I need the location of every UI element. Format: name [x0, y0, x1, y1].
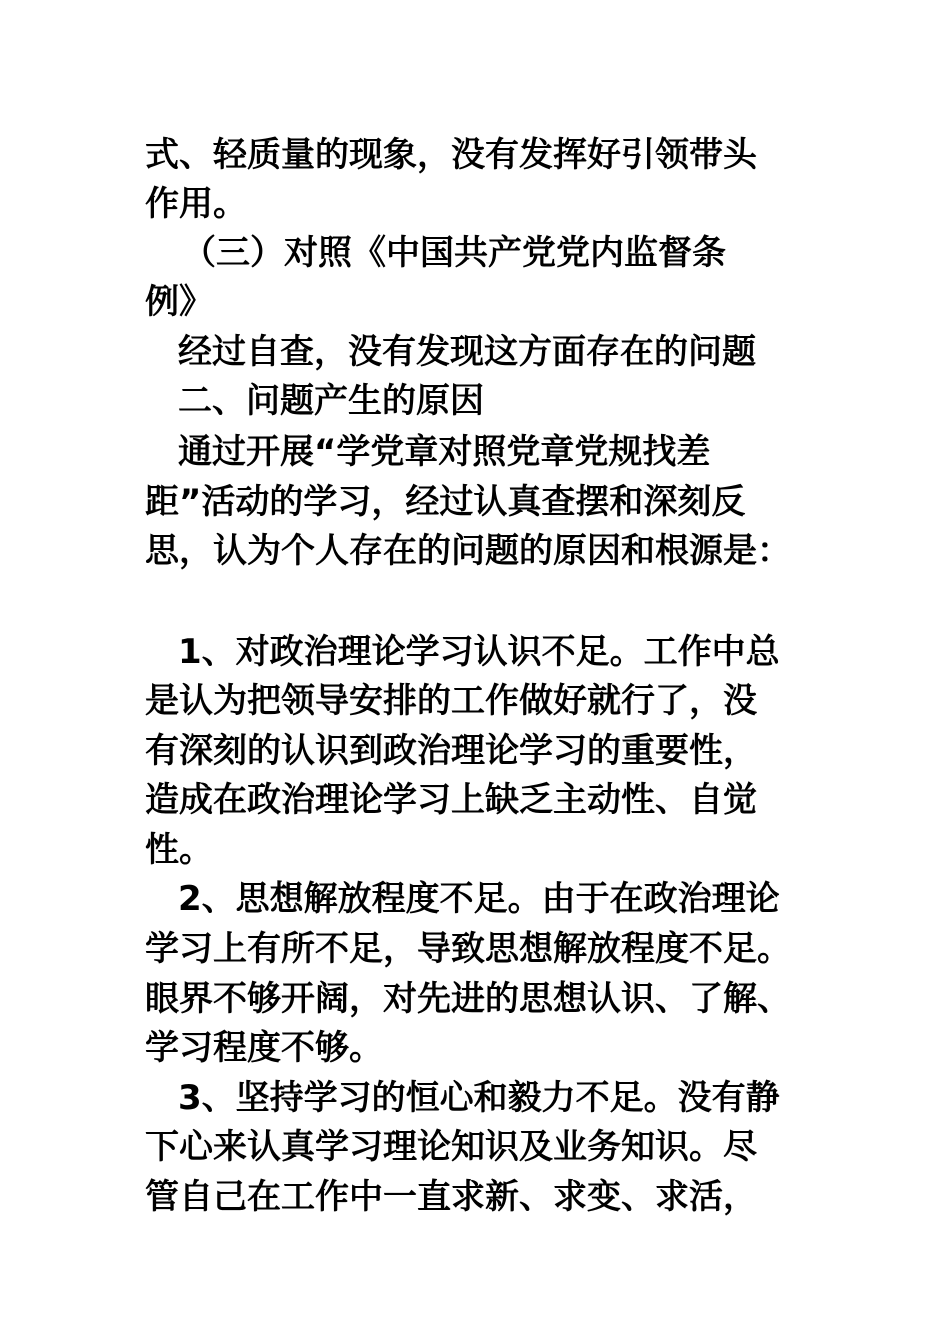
section-heading-cont: 例》	[145, 282, 213, 322]
text-line: 眼界不够开阔，对先进的思想认识、了解、	[145, 979, 791, 1019]
text-line: 造成在政治理论学习上缺乏主动性、自觉	[145, 780, 757, 820]
text-line: 距”活动的学习，经过认真查摆和深刻反	[145, 482, 746, 522]
text-line: 作用。	[145, 184, 247, 224]
section-heading: 二、问题产生的原因	[178, 381, 484, 421]
text-line: 有深刻的认识到政治理论学习的重要性，	[145, 731, 757, 771]
text-line: 通过开展“学党章对照党章党规找差	[178, 432, 711, 472]
list-item: 1、对政治理论学习认识不足。工作中总	[178, 632, 780, 672]
text-line: 思，认为个人存在的问题的原因和根源是：	[145, 531, 791, 571]
text-line: 管自己在工作中一直求新、求变、求活，	[145, 1177, 757, 1217]
section-heading: （三）对照《中国共产党党内监督条	[182, 233, 726, 273]
text-line: 下心来认真学习理论知识及业务知识。尽	[145, 1127, 757, 1167]
text-line: 学习程度不够。	[145, 1028, 383, 1068]
text-line: 是认为把领导安排的工作做好就行了，没	[145, 681, 757, 721]
text-line: 经过自查，没有发现这方面存在的问题	[178, 332, 756, 372]
list-item: 2、思想解放程度不足。由于在政治理论	[178, 879, 780, 919]
text-line: 式、轻质量的现象，没有发挥好引领带头	[145, 135, 757, 175]
list-item: 3、坚持学习的恒心和毅力不足。没有静	[178, 1078, 780, 1118]
text-line: 性。	[145, 830, 213, 870]
text-line: 学习上有所不足，导致思想解放程度不足。	[145, 929, 791, 969]
